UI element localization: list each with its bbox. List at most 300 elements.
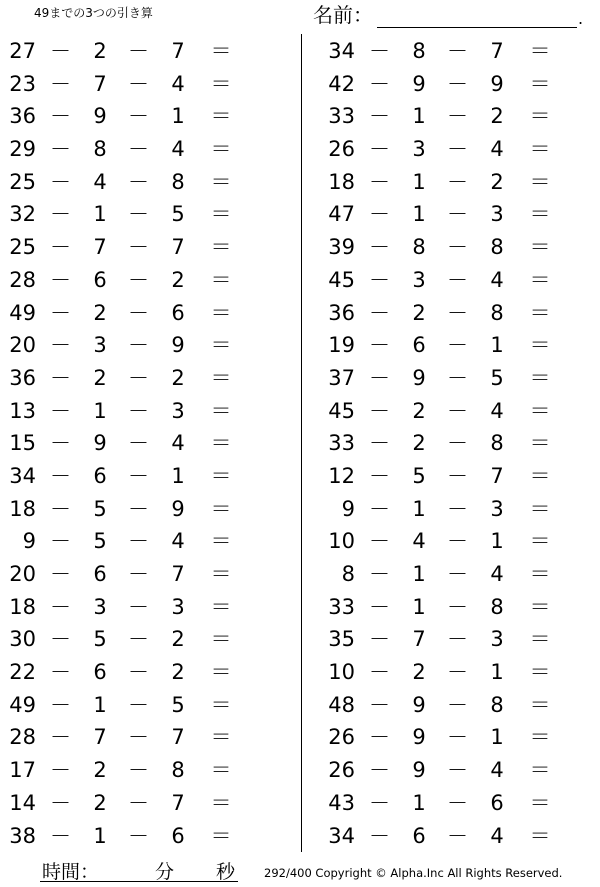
problem-row xyxy=(0,100,290,133)
equals-sign: ＝ xyxy=(529,267,551,292)
operand-1: 32 xyxy=(9,202,36,227)
problem-row xyxy=(0,231,290,264)
operand-2: 1 xyxy=(412,594,426,619)
operand-2: 1 xyxy=(93,398,107,423)
minus-sign: － xyxy=(369,790,390,815)
minus-sign: － xyxy=(447,660,468,685)
operand-2: 8 xyxy=(93,137,107,162)
operand-3: 6 xyxy=(490,790,504,815)
minus-sign: － xyxy=(369,594,390,619)
operand-2: 7 xyxy=(93,235,107,260)
operand-1: 34 xyxy=(328,823,355,848)
problem-row xyxy=(0,754,290,787)
minus-sign: － xyxy=(447,39,468,63)
equals-sign: ＝ xyxy=(210,594,232,619)
worksheet-title: 49までの3つの引き算 xyxy=(34,6,153,20)
equals-sign: ＝ xyxy=(529,235,551,260)
minus-sign: － xyxy=(369,627,390,652)
problem-row xyxy=(0,460,290,493)
operand-3: 5 xyxy=(171,692,185,717)
operand-1: 34 xyxy=(9,463,36,488)
minus-sign: － xyxy=(369,529,390,554)
minus-sign: － xyxy=(128,529,149,554)
name-field[interactable] xyxy=(313,2,583,28)
problem-row xyxy=(0,166,290,199)
minus-sign: － xyxy=(447,463,468,488)
operand-2: 6 xyxy=(412,333,426,358)
minus-sign: － xyxy=(128,692,149,717)
operand-1: 37 xyxy=(328,365,355,390)
operand-2: 6 xyxy=(93,463,107,488)
operand-1: 48 xyxy=(328,692,355,717)
minus-sign: － xyxy=(50,758,71,783)
operand-1: 30 xyxy=(9,627,36,652)
minus-sign: － xyxy=(369,725,390,750)
operand-1: 33 xyxy=(328,431,355,456)
problem-row xyxy=(0,591,290,624)
equals-sign: ＝ xyxy=(210,300,232,325)
operand-1: 27 xyxy=(9,39,36,63)
operand-3: 1 xyxy=(171,104,185,129)
equals-sign: ＝ xyxy=(210,463,232,488)
operand-2: 9 xyxy=(412,365,426,390)
equals-sign: ＝ xyxy=(529,529,551,554)
equals-sign: ＝ xyxy=(529,333,551,358)
operand-1: 26 xyxy=(328,725,355,750)
operand-1: 18 xyxy=(9,496,36,521)
operand-2: 1 xyxy=(412,169,426,194)
equals-sign: ＝ xyxy=(529,104,551,129)
minus-sign: － xyxy=(447,300,468,325)
name-label: 名前： xyxy=(313,3,373,27)
operand-3: 8 xyxy=(171,169,185,194)
minus-sign: － xyxy=(128,398,149,423)
operand-2: 9 xyxy=(93,431,107,456)
minus-sign: － xyxy=(128,333,149,358)
operand-2: 5 xyxy=(93,627,107,652)
operand-3: 7 xyxy=(171,39,185,63)
problem-row xyxy=(319,558,600,591)
problem-row xyxy=(319,297,600,330)
problem-row xyxy=(319,493,600,526)
minus-sign: － xyxy=(369,333,390,358)
minus-sign: － xyxy=(50,267,71,292)
operand-1: 36 xyxy=(328,300,355,325)
equals-sign: ＝ xyxy=(529,496,551,521)
equals-sign: ＝ xyxy=(210,529,232,554)
operand-2: 6 xyxy=(93,562,107,586)
equals-sign: ＝ xyxy=(529,169,551,194)
operand-2: 6 xyxy=(93,267,107,292)
problem-row xyxy=(319,329,600,362)
operand-3: 4 xyxy=(490,267,504,292)
problem-row xyxy=(0,721,290,754)
minus-sign: － xyxy=(128,71,149,96)
problem-row xyxy=(319,395,600,428)
operand-2: 2 xyxy=(412,300,426,325)
operand-3: 7 xyxy=(171,790,185,815)
problem-row xyxy=(0,395,290,428)
operand-1: 47 xyxy=(328,202,355,227)
problem-row xyxy=(0,820,290,853)
equals-sign: ＝ xyxy=(210,398,232,423)
operand-1: 18 xyxy=(9,594,36,619)
operand-3: 4 xyxy=(490,823,504,848)
problem-column-right xyxy=(319,35,600,852)
problem-row xyxy=(319,623,600,656)
minus-sign: － xyxy=(50,496,71,521)
operand-3: 2 xyxy=(171,267,185,292)
minus-sign: － xyxy=(50,692,71,717)
operand-3: 7 xyxy=(171,235,185,260)
name-blank-line[interactable] xyxy=(377,7,577,28)
operand-1: 36 xyxy=(9,104,36,129)
minus-sign: － xyxy=(50,398,71,423)
minus-sign: － xyxy=(50,660,71,685)
minus-sign: － xyxy=(369,562,390,586)
operand-1: 10 xyxy=(328,660,355,685)
operand-3: 7 xyxy=(490,39,504,63)
minus-sign: － xyxy=(369,431,390,456)
operand-1: 33 xyxy=(328,104,355,129)
problem-row xyxy=(0,297,290,330)
operand-2: 9 xyxy=(412,71,426,96)
problem-row xyxy=(319,591,600,624)
minus-sign: － xyxy=(369,137,390,162)
operand-2: 1 xyxy=(93,202,107,227)
minus-sign: － xyxy=(50,365,71,390)
operand-3: 4 xyxy=(171,529,185,554)
equals-sign: ＝ xyxy=(210,365,232,390)
equals-sign: ＝ xyxy=(210,169,232,194)
operand-3: 4 xyxy=(171,137,185,162)
equals-sign: ＝ xyxy=(529,594,551,619)
problem-row xyxy=(319,198,600,231)
problem-row xyxy=(0,787,290,820)
operand-3: 8 xyxy=(490,300,504,325)
problem-row xyxy=(0,362,290,395)
name-dot: . xyxy=(578,9,584,28)
operand-3: 8 xyxy=(171,758,185,783)
operand-2: 4 xyxy=(93,169,107,194)
operand-3: 3 xyxy=(490,202,504,227)
minus-sign: － xyxy=(128,562,149,586)
operand-2: 7 xyxy=(412,627,426,652)
minus-sign: － xyxy=(128,823,149,848)
minus-sign: － xyxy=(128,627,149,652)
problem-row xyxy=(319,460,600,493)
operand-2: 3 xyxy=(93,594,107,619)
operand-3: 4 xyxy=(490,562,504,586)
minus-sign: － xyxy=(128,235,149,260)
equals-sign: ＝ xyxy=(529,660,551,685)
minus-sign: － xyxy=(50,71,71,96)
minus-sign: － xyxy=(50,823,71,848)
minus-sign: － xyxy=(369,398,390,423)
operand-3: 7 xyxy=(171,562,185,586)
equals-sign: ＝ xyxy=(529,463,551,488)
time-record-field xyxy=(40,857,238,882)
problem-row xyxy=(0,68,290,101)
equals-sign: ＝ xyxy=(529,725,551,750)
minus-sign: － xyxy=(447,235,468,260)
minus-sign: － xyxy=(50,333,71,358)
operand-3: 2 xyxy=(490,169,504,194)
operand-3: 4 xyxy=(490,137,504,162)
operand-2: 2 xyxy=(93,365,107,390)
minus-sign: － xyxy=(50,529,71,554)
operand-1: 45 xyxy=(328,267,355,292)
problem-row xyxy=(0,133,290,166)
minus-sign: － xyxy=(369,692,390,717)
operand-3: 7 xyxy=(490,463,504,488)
minus-sign: － xyxy=(128,660,149,685)
operand-1: 15 xyxy=(9,431,36,456)
operand-2: 2 xyxy=(93,790,107,815)
minus-sign: － xyxy=(128,365,149,390)
operand-3: 4 xyxy=(171,71,185,96)
operand-3: 8 xyxy=(490,692,504,717)
minus-sign: － xyxy=(447,790,468,815)
problem-row xyxy=(319,264,600,297)
equals-sign: ＝ xyxy=(210,725,232,750)
operand-2: 2 xyxy=(412,431,426,456)
minus-sign: － xyxy=(447,169,468,194)
operand-1: 14 xyxy=(9,790,36,815)
equals-sign: ＝ xyxy=(210,202,232,227)
equals-sign: ＝ xyxy=(210,137,232,162)
equals-sign: ＝ xyxy=(529,692,551,717)
minus-sign: － xyxy=(369,267,390,292)
operand-1: 9 xyxy=(22,529,36,554)
operand-3: 3 xyxy=(490,496,504,521)
minus-sign: － xyxy=(128,39,149,63)
operand-1: 20 xyxy=(9,333,36,358)
operand-2: 5 xyxy=(93,529,107,554)
operand-1: 26 xyxy=(328,137,355,162)
equals-sign: ＝ xyxy=(210,758,232,783)
equals-sign: ＝ xyxy=(210,333,232,358)
operand-3: 7 xyxy=(171,725,185,750)
operand-1: 43 xyxy=(328,790,355,815)
operand-3: 3 xyxy=(490,627,504,652)
equals-sign: ＝ xyxy=(529,823,551,848)
copyright-text: 292/400 Copyright © Alpha.Inc All Rights Reserved. xyxy=(264,866,563,880)
operand-1: 10 xyxy=(328,529,355,554)
operand-3: 2 xyxy=(490,104,504,129)
minus-sign: － xyxy=(447,594,468,619)
equals-sign: ＝ xyxy=(529,137,551,162)
equals-sign: ＝ xyxy=(529,202,551,227)
operand-3: 1 xyxy=(490,333,504,358)
minus-sign: － xyxy=(128,463,149,488)
operand-2: 2 xyxy=(93,758,107,783)
operand-3: 1 xyxy=(171,463,185,488)
operand-1: 17 xyxy=(9,758,36,783)
problem-row xyxy=(0,198,290,231)
minus-sign: － xyxy=(50,137,71,162)
operand-3: 8 xyxy=(490,431,504,456)
equals-sign: ＝ xyxy=(210,39,232,63)
operand-1: 34 xyxy=(328,39,355,63)
problem-row xyxy=(319,721,600,754)
operand-1: 12 xyxy=(328,463,355,488)
problem-row xyxy=(319,525,600,558)
minus-sign: － xyxy=(447,137,468,162)
minus-sign: － xyxy=(50,39,71,63)
equals-sign: ＝ xyxy=(529,365,551,390)
operand-2: 9 xyxy=(412,758,426,783)
operand-1: 9 xyxy=(341,496,355,521)
minus-sign: － xyxy=(128,202,149,227)
operand-2: 5 xyxy=(93,496,107,521)
minus-sign: － xyxy=(447,267,468,292)
problem-row xyxy=(319,133,600,166)
operand-1: 35 xyxy=(328,627,355,652)
minus-sign: － xyxy=(128,137,149,162)
operand-1: 45 xyxy=(328,398,355,423)
minus-sign: － xyxy=(50,725,71,750)
problem-row xyxy=(319,656,600,689)
equals-sign: ＝ xyxy=(529,71,551,96)
operand-1: 19 xyxy=(328,333,355,358)
minus-sign: － xyxy=(369,758,390,783)
equals-sign: ＝ xyxy=(210,660,232,685)
problem-row xyxy=(0,623,290,656)
operand-1: 42 xyxy=(328,71,355,96)
equals-sign: ＝ xyxy=(529,627,551,652)
operand-2: 9 xyxy=(412,692,426,717)
equals-sign: ＝ xyxy=(529,431,551,456)
minus-sign: － xyxy=(369,202,390,227)
problem-row xyxy=(319,689,600,722)
operand-3: 3 xyxy=(171,398,185,423)
minus-sign: － xyxy=(447,496,468,521)
equals-sign: ＝ xyxy=(529,300,551,325)
operand-1: 18 xyxy=(328,169,355,194)
minus-sign: － xyxy=(369,300,390,325)
minus-sign: － xyxy=(447,725,468,750)
operand-1: 20 xyxy=(9,562,36,586)
operand-3: 9 xyxy=(490,71,504,96)
minus-sign: － xyxy=(447,529,468,554)
minus-sign: － xyxy=(50,169,71,194)
equals-sign: ＝ xyxy=(210,823,232,848)
column-divider xyxy=(301,34,302,852)
operand-3: 1 xyxy=(490,529,504,554)
operand-2: 1 xyxy=(412,104,426,129)
operand-1: 49 xyxy=(9,692,36,717)
minus-sign: － xyxy=(369,235,390,260)
minus-sign: － xyxy=(369,660,390,685)
minus-sign: － xyxy=(128,104,149,129)
problem-row xyxy=(319,427,600,460)
minus-sign: － xyxy=(50,202,71,227)
operand-1: 25 xyxy=(9,235,36,260)
equals-sign: ＝ xyxy=(529,398,551,423)
operand-3: 2 xyxy=(171,660,185,685)
minus-sign: － xyxy=(128,725,149,750)
operand-2: 8 xyxy=(412,235,426,260)
minus-sign: － xyxy=(50,594,71,619)
problem-row xyxy=(319,362,600,395)
problem-row xyxy=(0,689,290,722)
problem-row xyxy=(319,68,600,101)
equals-sign: ＝ xyxy=(210,71,232,96)
minus-sign: － xyxy=(128,169,149,194)
operand-1: 13 xyxy=(9,398,36,423)
operand-3: 1 xyxy=(490,660,504,685)
operand-1: 49 xyxy=(9,300,36,325)
minus-sign: － xyxy=(369,365,390,390)
operand-2: 5 xyxy=(412,463,426,488)
operand-2: 2 xyxy=(412,660,426,685)
operand-3: 3 xyxy=(171,594,185,619)
problem-row xyxy=(319,754,600,787)
minus-sign: － xyxy=(128,594,149,619)
minus-sign: － xyxy=(447,202,468,227)
equals-sign: ＝ xyxy=(210,790,232,815)
minus-sign: － xyxy=(369,823,390,848)
minus-sign: － xyxy=(447,365,468,390)
operand-2: 1 xyxy=(412,790,426,815)
operand-1: 23 xyxy=(9,71,36,96)
minus-sign: － xyxy=(447,333,468,358)
operand-3: 2 xyxy=(171,365,185,390)
equals-sign: ＝ xyxy=(210,431,232,456)
minus-sign: － xyxy=(50,627,71,652)
problem-row xyxy=(0,525,290,558)
equals-sign: ＝ xyxy=(210,692,232,717)
minus-sign: － xyxy=(50,790,71,815)
operand-3: 9 xyxy=(171,496,185,521)
equals-sign: ＝ xyxy=(529,758,551,783)
operand-2: 7 xyxy=(93,725,107,750)
operand-1: 29 xyxy=(9,137,36,162)
minus-sign: － xyxy=(50,431,71,456)
problem-row xyxy=(0,427,290,460)
operand-2: 1 xyxy=(412,496,426,521)
problem-row xyxy=(0,329,290,362)
minus-sign: － xyxy=(50,562,71,586)
minus-sign: － xyxy=(128,267,149,292)
operand-3: 6 xyxy=(171,300,185,325)
operand-2: 2 xyxy=(93,300,107,325)
operand-2: 2 xyxy=(93,39,107,63)
minus-sign: － xyxy=(50,235,71,260)
problem-row xyxy=(319,787,600,820)
operand-1: 28 xyxy=(9,725,36,750)
operand-2: 9 xyxy=(412,725,426,750)
operand-3: 4 xyxy=(490,398,504,423)
operand-3: 4 xyxy=(171,431,185,456)
operand-3: 2 xyxy=(171,627,185,652)
problem-row xyxy=(0,558,290,591)
operand-2: 1 xyxy=(412,202,426,227)
operand-1: 33 xyxy=(328,594,355,619)
problem-row xyxy=(319,35,600,68)
minus-sign: － xyxy=(447,627,468,652)
operand-1: 26 xyxy=(328,758,355,783)
minus-sign: － xyxy=(447,692,468,717)
operand-2: 8 xyxy=(412,39,426,63)
operand-2: 7 xyxy=(93,71,107,96)
equals-sign: ＝ xyxy=(210,627,232,652)
equals-sign: ＝ xyxy=(529,39,551,63)
minus-sign: － xyxy=(128,790,149,815)
operand-3: 6 xyxy=(171,823,185,848)
operand-2: 6 xyxy=(412,823,426,848)
